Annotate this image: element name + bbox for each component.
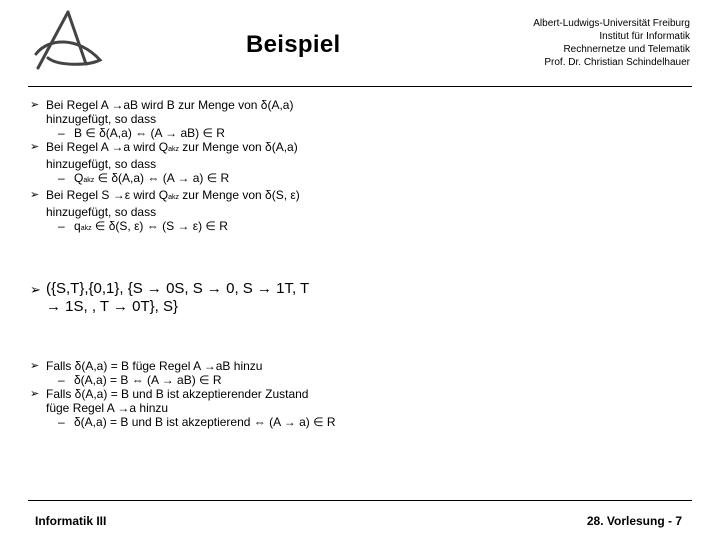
bullet-line: hinzugefügt, so dass xyxy=(46,112,157,126)
institution-block xyxy=(430,17,690,69)
grammar-line: → 1S, , T → 0T}, S} xyxy=(46,298,179,315)
institution-line: Rechnernetze und Telematik xyxy=(563,44,690,55)
bullet-arrow-icon: ➢ xyxy=(30,360,40,372)
dash-marker: – xyxy=(58,171,65,185)
page-title: Beispiel xyxy=(246,31,341,58)
footer-divider xyxy=(28,500,692,501)
course-name: Informatik III xyxy=(35,514,107,528)
bullet-item xyxy=(28,359,708,373)
dash-marker: – xyxy=(58,415,65,429)
sub-text: δ(A,a) = B und B ist akzeptierend ⇔ (A → a) ∈ R xyxy=(74,415,336,429)
sub-item xyxy=(28,415,708,429)
bullet-line: Falls δ(A,a) = B und B ist akzeptierender Zustand xyxy=(46,387,309,401)
bullet-line: Falls δ(A,a) = B füge Regel A →aB hinzu xyxy=(46,359,263,373)
bullet-line: füge Regel A →a hinzu xyxy=(46,401,169,415)
grammar-definition xyxy=(28,280,428,316)
bullet-line: hinzugefügt, so dass xyxy=(46,157,157,171)
institution-line: Institut für Informatik xyxy=(599,31,690,42)
institution-line: Prof. Dr. Christian Schindelhauer xyxy=(544,57,690,68)
bullet-arrow-icon: ➢ xyxy=(30,141,40,153)
university-logo xyxy=(28,8,110,70)
sub-item xyxy=(28,126,708,140)
sub-text: B ∈ δ(A,a) ⇔ (A → aB) ∈ R xyxy=(74,126,225,140)
bullet-item xyxy=(28,140,708,171)
bullet-line: Bei Regel A →aB wird B zur Menge von δ(A,a) xyxy=(46,98,294,112)
bullet-item xyxy=(28,280,428,316)
sub-item: – Qakz ∈ δ(A,a) ⇔ (A → a) ∈ R xyxy=(58,171,230,185)
grammar-line: ({S,T},{0,1}, {S → 0S, S → 0, S → 1T, T xyxy=(46,280,310,297)
dash-marker: – xyxy=(58,126,65,140)
bullet-arrow-icon: ➢ xyxy=(30,99,40,111)
sub-text: δ(A,a) = B ⇔ (A → aB) ∈ R xyxy=(74,373,222,387)
institution-line: Albert-Ludwigs-Universität Freiburg xyxy=(533,18,690,29)
bullet-item xyxy=(28,387,708,415)
bullet-line: Bei Regel S →ε wird Qakz zur Menge von δ(S, ε) xyxy=(46,188,300,202)
bullet-line: Bei Regel A →a wird Qakz zur Menge von δ(A,a) xyxy=(46,140,298,154)
bullet-arrow-icon: ➢ xyxy=(30,388,40,400)
header-divider xyxy=(28,86,692,87)
bullet-arrow-icon: ➢ xyxy=(30,189,40,201)
sub-item xyxy=(28,373,708,387)
dash-marker: – xyxy=(58,373,65,387)
slide-number: 28. Vorlesung - 7 xyxy=(586,514,682,528)
bullet-arrow-icon: ➢ xyxy=(30,282,41,297)
bullet-line: hinzugefügt, so dass xyxy=(46,205,157,219)
rule-section xyxy=(28,98,708,236)
bullet-item xyxy=(28,98,708,126)
bullet-item xyxy=(28,188,708,219)
dash-marker: – xyxy=(58,219,65,233)
sub-item: – qakz ∈ δ(S, ε) ⇔ (S → ε) ∈ R xyxy=(58,219,228,233)
inverse-section xyxy=(28,359,708,429)
